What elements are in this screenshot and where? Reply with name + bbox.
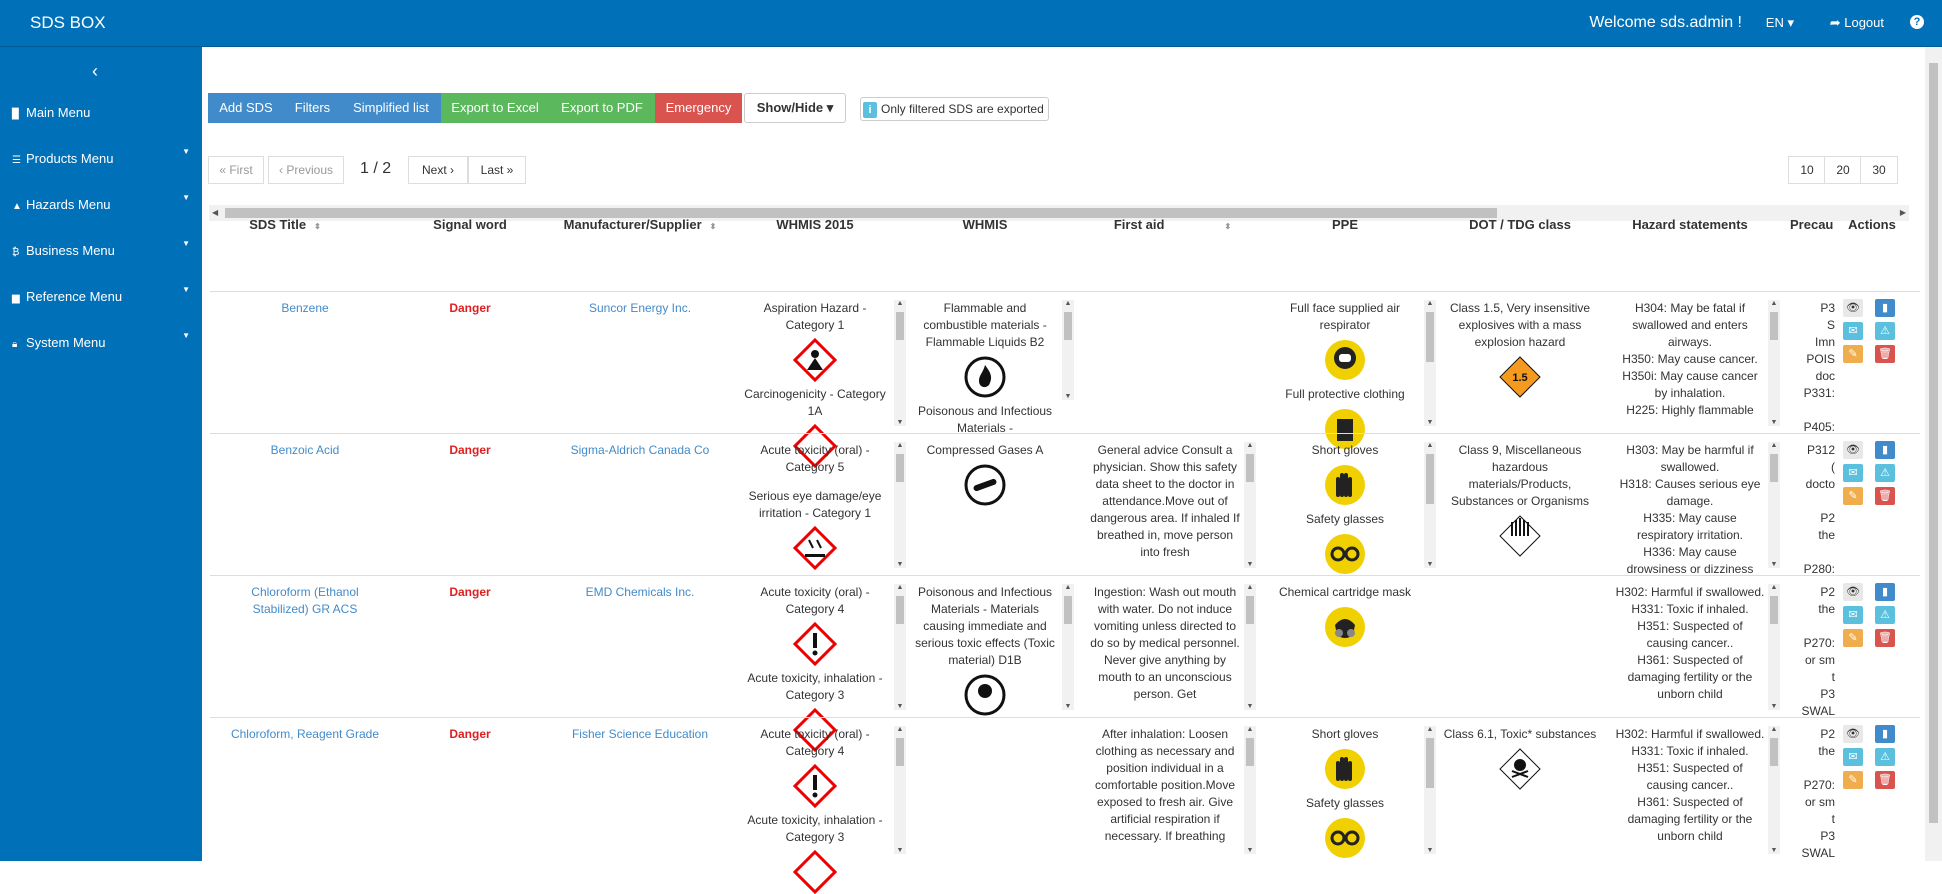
sidebar-item-label: Business Menu	[26, 243, 115, 258]
whmis2015-item: Acute toxicity (oral) - Category 4	[760, 585, 870, 616]
whmis2015-item: Acute toxicity (oral) - Category 4	[760, 727, 870, 758]
edit-icon[interactable]: ✎	[1843, 345, 1863, 363]
sds-title-text[interactable]: Chloroform, Reagent Grade	[230, 727, 380, 741]
whmis2015-item: Acute toxicity, inhalation - Category 3	[747, 813, 883, 844]
scroll-left-icon[interactable]: ◀	[212, 208, 219, 217]
cell-scrollbar[interactable]	[1424, 442, 1436, 568]
scroll-down-icon: ▼	[896, 847, 904, 854]
delete-icon[interactable]: 🗑︎	[1875, 771, 1895, 789]
bookmark-icon[interactable]: ▮	[1875, 441, 1895, 459]
ppe-cell	[1270, 726, 1420, 854]
scroll-up-icon: ▲	[896, 584, 904, 591]
signal-word	[415, 726, 525, 743]
dot-class-text: Class 1.5, Very insensitive explosives with a mass explosion hazard	[1449, 301, 1591, 349]
manufacturer-link[interactable]	[555, 584, 725, 601]
edit-icon[interactable]: ✎	[1843, 771, 1863, 789]
whmis-cell	[910, 584, 1060, 710]
compressed-gas-pictogram-icon	[963, 463, 1007, 507]
scroll-down-icon: ▼	[1426, 847, 1434, 854]
manufacturer-link[interactable]	[555, 442, 725, 459]
caret-down-icon: ▼	[182, 331, 190, 340]
ppe-item: Short gloves	[1311, 443, 1379, 457]
edit-icon[interactable]: ✎	[1843, 487, 1863, 505]
sidebar-item-label: Main Menu	[26, 105, 91, 120]
signal-word	[415, 300, 525, 317]
hazard-statements-cell: H302: Harmful if swallowed. H331: Toxic if inhaled. H351: Suspected of causing cancer.. H361: Suspected of damaging fertility or the unborn child	[1615, 727, 1765, 843]
signal-word-text: Danger	[449, 585, 491, 599]
column-label: WHMIS	[962, 217, 1008, 232]
sidebar-item-business-menu[interactable]	[12, 239, 198, 263]
language-dropdown[interactable]: EN ▾	[1765, 15, 1794, 30]
explosive-1-5-placard-icon	[1498, 355, 1542, 399]
manufacturer-text[interactable]: Suncor Energy Inc.	[588, 301, 692, 315]
column-label: SDS Title	[249, 217, 307, 232]
scroll-up-icon: ▲	[1770, 726, 1778, 733]
page-size-10[interactable]: 10	[1788, 156, 1826, 184]
dot-class-cell	[1440, 442, 1600, 562]
next-page-button[interactable]: Next ›	[408, 156, 468, 184]
ppe-item: Safety glasses	[1305, 796, 1385, 810]
page-indicator: 1 / 2	[360, 160, 392, 177]
ppe-item: Safety glasses	[1305, 512, 1385, 526]
welcome-text: Welcome sds.admin !	[1589, 14, 1742, 31]
scroll-down-icon: ▼	[896, 561, 904, 568]
column-header-signal-word[interactable]	[415, 217, 525, 232]
sds-title-link[interactable]	[210, 726, 400, 743]
ppe-item: Chemical cartridge mask	[1278, 585, 1412, 599]
logout-icon: ➦	[1829, 15, 1845, 30]
column-label: Precau	[1790, 217, 1834, 232]
whmis2015-item: Acute toxicity, inhalation - Category 3	[747, 671, 883, 702]
signal-word-text: Danger	[449, 301, 491, 315]
cartridge-mask-icon	[1323, 605, 1367, 649]
whmis-item: Compressed Gases A	[926, 443, 1044, 457]
sort-icon[interactable]: ⬍	[314, 222, 321, 231]
sidebar-item-label: Products Menu	[26, 151, 114, 166]
list-icon: ☰	[12, 155, 21, 166]
scroll-right-icon[interactable]: ▶	[1899, 208, 1906, 217]
whmis2015-item: Aspiration Hazard - Category 1	[763, 301, 867, 332]
scroll-down-icon: ▼	[1064, 393, 1072, 400]
scroll-up-icon: ▲	[1246, 726, 1254, 733]
scroll-down-icon: ▼	[1770, 561, 1778, 568]
scroll-up-icon: ▲	[896, 442, 904, 449]
scroll-down-icon: ▼	[1246, 847, 1254, 854]
toxic-skull-pictogram-icon	[963, 673, 1007, 717]
cell-scrollbar[interactable]	[1768, 300, 1780, 426]
cell-scrollbar[interactable]	[1424, 300, 1436, 426]
show-hide-dropdown[interactable]: Show/Hide ▾	[744, 93, 846, 123]
export-pdf-button[interactable]: Export to PDF	[549, 93, 655, 123]
cell-scrollbar[interactable]	[894, 584, 906, 710]
sidebar-item-main-menu[interactable]	[12, 105, 198, 125]
whmis-cell	[910, 442, 1060, 511]
cell-scrollbar[interactable]	[894, 726, 906, 854]
scroll-up-icon: ▲	[1426, 300, 1434, 307]
column-header-sds-title[interactable]	[210, 217, 360, 232]
manufacturer-link[interactable]	[555, 300, 725, 317]
view-icon[interactable]: 👁︎	[1843, 583, 1863, 601]
column-header-precautionary[interactable]	[1790, 217, 1840, 232]
bitcoin-icon: ₿	[12, 247, 20, 258]
dot-class-cell	[1440, 300, 1600, 403]
safety-glasses-icon	[1323, 816, 1367, 860]
delete-icon[interactable]: 🗑︎	[1875, 487, 1895, 505]
ppe-cell	[1270, 584, 1420, 653]
first-aid-cell: Ingestion: Wash out mouth with water. Do not induce vomiting unless directed to do so by medical personnel. Never give anything by mouth to an unconscious person. Get	[1090, 585, 1240, 701]
sidebar-item-label: Hazards Menu	[26, 197, 111, 212]
svg-text:1.5: 1.5	[1512, 372, 1528, 384]
email-icon[interactable]: ✉	[1843, 322, 1863, 340]
logout-label: Logout	[1844, 15, 1884, 30]
delete-icon[interactable]: 🗑︎	[1875, 345, 1895, 363]
whmis2015-cell	[740, 442, 890, 568]
file-icon: ▉	[12, 109, 20, 120]
whmis2015-cell	[740, 726, 890, 854]
signal-word	[415, 442, 525, 459]
sds-title-text[interactable]: Chloroform (Ethanol Stabilized) GR ACS	[251, 585, 359, 616]
sds-title-link[interactable]	[225, 584, 385, 618]
whmis-item: Flammable and combustible materials - Flammable Liquids B2	[923, 301, 1047, 349]
sds-title-link[interactable]	[225, 300, 385, 317]
sidebar-item-system-menu[interactable]	[12, 331, 198, 355]
whmis2015-cell	[740, 584, 890, 710]
hazard-statements-cell: H302: Harmful if swallowed. H331: Toxic if inhaled. H351: Suspected of causing cancer.. H361: Suspected of damaging fertility or the unborn child	[1615, 585, 1765, 701]
warning-icon[interactable]: ⚠	[1875, 606, 1895, 624]
scroll-down-icon: ▼	[1770, 419, 1778, 426]
caret-down-icon: ▼	[182, 285, 190, 294]
whmis2015-item: Carcinogenicity - Category 1A	[744, 387, 886, 418]
dot-class-text: Class 9, Miscellaneous hazardous materials/Products, Substances or Organisms	[1450, 443, 1590, 508]
delete-icon[interactable]: 🗑︎	[1875, 629, 1895, 647]
sidebar	[0, 47, 202, 861]
folder-icon: ▆	[12, 293, 20, 304]
bookmark-icon[interactable]: ▮	[1875, 725, 1895, 743]
whmis-item: Poisonous and Infectious Materials - Materials causing immediate and serious toxic effects (Toxic material) D1B	[915, 585, 1055, 667]
exclamation-pictogram-icon	[793, 764, 837, 808]
manufacturer-text[interactable]: Sigma-Aldrich Canada Co	[570, 443, 710, 457]
column-header-first-aid[interactable]	[1090, 217, 1255, 232]
emergency-button[interactable]: Emergency	[655, 93, 742, 123]
column-label: Manufacturer/Supplier	[563, 217, 702, 232]
exclamation-pictogram-icon	[793, 622, 837, 666]
hazard-statements-cell: H304: May be fatal if swallowed and enters airways. H350: May cause cancer. H350i: May cause cancer by inhalation. H225: Highly flammable	[1622, 301, 1758, 417]
collapse-sidebar-icon[interactable]: ‹	[92, 61, 98, 81]
hazard-statements-cell: H303: May be harmful if swallowed. H318: Causes serious eye damage. H335: May cause respiratory irritation. H336: May cause drowsiness or dizziness	[1619, 443, 1761, 576]
scroll-down-icon: ▼	[1426, 561, 1434, 568]
signal-word	[415, 584, 525, 601]
flammable-pictogram-icon	[963, 355, 1007, 399]
whmis2015-item: Serious eye damage/eye irritation - Category 1	[748, 489, 882, 520]
sds-title-link[interactable]	[225, 442, 385, 459]
first-aid-cell: General advice Consult a physician. Show this safety data sheet to the doctor in attendance.Move out of dangerous area. If inhaled If breathed in, move person into fresh	[1090, 443, 1240, 559]
scroll-up-icon: ▲	[1426, 726, 1434, 733]
ppe-cell	[1270, 442, 1420, 568]
scroll-down-icon: ▼	[1246, 561, 1254, 568]
column-label: PPE	[1331, 217, 1358, 232]
dot-class-cell	[1440, 726, 1600, 795]
health-hazard-pictogram-icon	[793, 338, 837, 382]
column-header-manufacturer[interactable]	[555, 217, 725, 232]
sidebar-item-reference-menu[interactable]	[12, 285, 198, 309]
scroll-up-icon: ▲	[1770, 300, 1778, 307]
cell-scrollbar[interactable]	[1062, 300, 1074, 400]
cell-scrollbar[interactable]	[1768, 726, 1780, 854]
export-info-text: Only filtered SDS are exported	[881, 102, 1044, 116]
scroll-up-icon: ▲	[896, 300, 904, 307]
column-header-actions	[1842, 217, 1902, 232]
scroll-down-icon: ▼	[1246, 703, 1254, 710]
ppe-cell	[1270, 300, 1420, 426]
column-header-hazard-statements[interactable]	[1615, 217, 1765, 232]
scroll-up-icon: ▲	[1770, 584, 1778, 591]
cell-scrollbar[interactable]	[1768, 442, 1780, 568]
warning-icon[interactable]: ⚠	[1875, 748, 1895, 766]
sds-title-text[interactable]: Benzoic Acid	[270, 443, 340, 457]
scroll-up-icon: ▲	[1426, 442, 1434, 449]
page-vertical-scrollbar[interactable]	[1925, 47, 1942, 861]
caret-down-icon: ▼	[182, 239, 190, 248]
safety-glasses-icon	[1323, 532, 1367, 576]
sidebar-item-products-menu[interactable]	[12, 147, 198, 171]
signal-word-text: Danger	[449, 727, 491, 741]
filters-button[interactable]: Filters	[284, 93, 341, 123]
email-icon[interactable]: ✉	[1843, 748, 1863, 766]
first-aid-cell: After inhalation: Loosen clothing as necessary and position individual in a comfortable position.Move exposed to fresh air. Give artificial respiration if necessary. If breathing	[1094, 727, 1236, 843]
info-icon: i	[863, 102, 877, 118]
gloves-icon	[1323, 747, 1367, 791]
column-header-whmis[interactable]	[910, 217, 1060, 232]
cell-scrollbar[interactable]	[1244, 442, 1256, 568]
sidebar-item-label: Reference Menu	[26, 289, 123, 304]
brand-logo[interactable]: SDS BOX	[30, 13, 106, 32]
ppe-item: Full face supplied air respirator	[1289, 301, 1401, 332]
manufacturer-link[interactable]	[555, 726, 725, 743]
column-label: DOT / TDG class	[1469, 217, 1571, 232]
cell-scrollbar[interactable]	[894, 442, 906, 568]
precautionary-cell: P2 the P270: or sm t P3 SWAL	[1801, 585, 1835, 718]
ppe-item: Full protective clothing	[1285, 387, 1405, 401]
signal-word-text: Danger	[449, 443, 491, 457]
whmis-item: Poisonous and Infectious Materials -	[917, 404, 1053, 435]
sds-title-text[interactable]: Benzene	[281, 301, 329, 315]
email-icon[interactable]: ✉	[1843, 606, 1863, 624]
scrollbar-thumb[interactable]	[1929, 63, 1938, 823]
bookmark-icon[interactable]: ▮	[1875, 583, 1895, 601]
table-row	[210, 433, 1920, 576]
whmis-cell	[910, 300, 1060, 435]
last-page-button[interactable]: Last »	[468, 156, 526, 184]
scroll-up-icon: ▲	[896, 726, 904, 733]
class-9-placard-icon	[1498, 514, 1542, 558]
precautionary-cell: P3 S Imn POIS doc P331: P405:	[1803, 301, 1835, 434]
column-label: Actions	[1848, 217, 1896, 232]
add-sds-button[interactable]: Add SDS	[208, 93, 284, 123]
simplified-list-button[interactable]: Simplified list	[341, 93, 441, 123]
column-label: Signal word	[433, 217, 507, 232]
scroll-up-icon: ▲	[1064, 300, 1072, 307]
warning-icon[interactable]: ⚠	[1875, 464, 1895, 482]
scroll-down-icon: ▼	[1064, 703, 1072, 710]
previous-page-button[interactable]: ‹ Previous	[268, 156, 344, 184]
table-row	[210, 575, 1920, 718]
scroll-down-icon: ▼	[896, 419, 904, 426]
ppe-item: Short gloves	[1311, 727, 1379, 741]
warning-icon[interactable]: ⚠	[1875, 322, 1895, 340]
scroll-down-icon: ▼	[1770, 703, 1778, 710]
view-icon[interactable]: 👁︎	[1843, 299, 1863, 317]
toxic-6-1-placard-icon	[1498, 747, 1542, 791]
column-label: First aid	[1113, 217, 1165, 232]
scroll-up-icon: ▲	[1246, 442, 1254, 449]
column-header-ppe[interactable]	[1270, 217, 1420, 232]
logout-link[interactable]	[1830, 0, 1884, 46]
table-row	[210, 717, 1920, 862]
column-header-dot-tdg[interactable]	[1440, 217, 1600, 232]
sidebar-item-hazards-menu[interactable]	[12, 193, 198, 217]
email-icon[interactable]: ✉	[1843, 464, 1863, 482]
scroll-up-icon: ▲	[1246, 584, 1254, 591]
dot-class-text: Class 6.1, Toxic* substances	[1443, 727, 1597, 741]
skull-pictogram-icon	[793, 850, 837, 894]
caret-down-icon: ▼	[182, 147, 190, 156]
scroll-up-icon: ▲	[1064, 584, 1072, 591]
whmis2015-cell	[740, 300, 890, 426]
first-page-button[interactable]: « First	[208, 156, 264, 184]
precautionary-cell: P2 the P270: or sm t P3 SWAL	[1801, 727, 1835, 860]
manufacturer-text[interactable]: Fisher Science Education	[571, 727, 709, 741]
caret-down-icon: ▼	[182, 193, 190, 202]
export-excel-button[interactable]: Export to Excel	[441, 93, 549, 123]
warning-icon: ▲	[12, 201, 22, 212]
column-label: Hazard statements	[1632, 217, 1748, 232]
lock-icon: 🔒︎	[12, 339, 18, 350]
column-label: WHMIS 2015	[776, 217, 854, 232]
scroll-up-icon: ▲	[1770, 442, 1778, 449]
manufacturer-text[interactable]: EMD Chemicals Inc.	[585, 585, 695, 599]
scroll-down-icon: ▼	[896, 703, 904, 710]
page-size-20[interactable]: 20	[1824, 156, 1862, 184]
view-icon[interactable]: 👁︎	[1843, 441, 1863, 459]
cell-scrollbar[interactable]	[894, 300, 906, 426]
scroll-down-icon: ▼	[1426, 419, 1434, 426]
sort-icon[interactable]: ⬍	[709, 222, 717, 231]
page-size-30[interactable]: 30	[1860, 156, 1898, 184]
cell-scrollbar[interactable]	[1244, 726, 1256, 854]
sort-icon[interactable]: ⬍	[1224, 222, 1232, 231]
respirator-icon	[1323, 338, 1367, 382]
export-info-note	[860, 97, 1049, 121]
view-icon[interactable]: 👁︎	[1843, 725, 1863, 743]
column-header-whmis-2015[interactable]	[740, 217, 890, 232]
top-navbar	[0, 0, 1942, 47]
whmis2015-item: Acute toxicity (oral) - Category 5	[760, 443, 870, 474]
cell-scrollbar[interactable]	[1244, 584, 1256, 710]
cell-scrollbar[interactable]	[1424, 726, 1436, 854]
help-icon[interactable]: ?	[1910, 15, 1924, 29]
edit-icon[interactable]: ✎	[1843, 629, 1863, 647]
cell-scrollbar[interactable]	[1768, 584, 1780, 710]
table-row	[210, 291, 1920, 434]
scroll-down-icon: ▼	[1770, 847, 1778, 854]
gloves-icon	[1323, 463, 1367, 507]
bookmark-icon[interactable]: ▮	[1875, 299, 1895, 317]
cell-scrollbar[interactable]	[1062, 584, 1074, 710]
sidebar-item-label: System Menu	[26, 335, 106, 350]
corrosion-pictogram-icon	[793, 526, 837, 570]
precautionary-cell: P312 ( docto P2 the P280:	[1803, 443, 1835, 576]
